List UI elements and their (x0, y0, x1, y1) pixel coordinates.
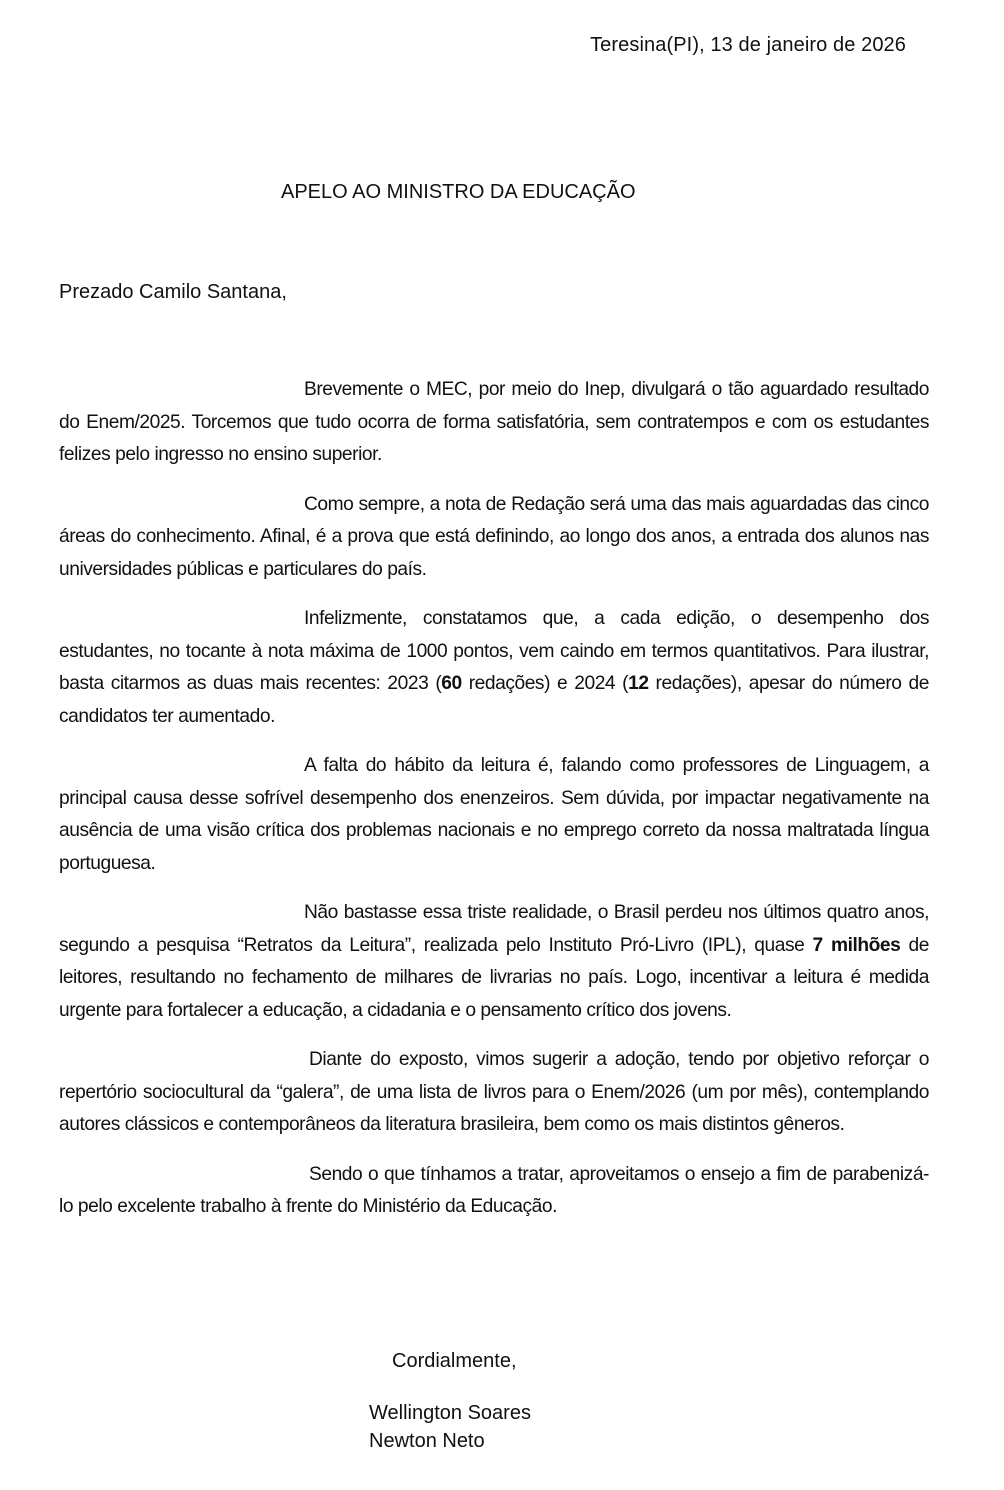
paragraph-2: Como sempre, a nota de Redação será uma das mais aguardadas das cinco áreas do conhecimento. Afinal, é a prova que está definindo, ao longo dos anos, a entrada dos alunos nas universidades públicas e particulares do país. (59, 493, 929, 580)
place-date: Teresina(PI), 13 de janeiro de 2026 (590, 34, 906, 56)
signatures (369, 1399, 531, 1455)
bold-count-2023: 60 (441, 673, 462, 694)
signatory-1: Wellington Soares (369, 1402, 531, 1424)
paragraph-6: Diante do exposto, vimos sugerir a adoção, tendo por objetivo reforçar o repertório sociocultural da “galera”, de uma lista de livros para o Enem/2026 (um por mês), contemplando autores clássicos e contemporâneos da literatura brasileira, bem como os mais distintos gêneros. (59, 1049, 929, 1135)
paragraph-1: Brevemente o MEC, por meio do Inep, divulgará o tão aguardado resultado do Enem/2025. Torcemos que tudo ocorra de forma satisfatória, sem contratempos e com os estudantes felizes pelo ingresso no ensino superior. (59, 379, 929, 465)
bold-count-2024: 12 (628, 673, 649, 694)
closing: Cordialmente, (392, 1350, 517, 1372)
bold-readers-lost: 7 milhões (812, 934, 901, 956)
letter-body (59, 374, 929, 1241)
paragraph-5-text-b: de leitores, resultando no fechamento de milhares de livrarias no país. Logo, incentivar a leitura é medida urgente para fortalecer a educação, a cidadania e o pensamento crítico dos jovens. (59, 934, 929, 1021)
paragraph-3-text-c: redações), apesar do número de candidatos ter aumentado. (59, 673, 929, 727)
salutation: Prezado Camilo Santana, (59, 281, 287, 303)
paragraph-5 (59, 897, 929, 1027)
paragraph-5-text-a: Não bastasse essa triste realidade, o Brasil perdeu nos últimos quatro anos, segundo a pesquisa “Retratos da Leitura”, realizada pelo Instituto Pró-Livro (IPL), quase (59, 902, 929, 956)
paragraph-3-text-a: Infelizmente, constatamos que, a cada edição, o desempenho dos estudantes, no tocante à nota máxima de 1000 pontos, vem caindo em termos quantitativos. Para ilustrar, basta citarmos as duas mais recentes: 2023 ( (59, 608, 929, 694)
letter-title: APELO AO MINISTRO DA EDUCAÇÃO (281, 181, 636, 203)
paragraph-3 (59, 603, 929, 733)
paragraph-3-text-b: redações) e 2024 ( (461, 673, 629, 694)
paragraph-4: A falta do hábito da leitura é, falando como professores de Linguagem, a principal causa desse sofrível desempenho dos enenzeiros. Sem dúvida, por impactar negativamente na ausência de uma visão crítica dos problemas nacionais e no emprego correto da nossa maltratada língua portuguesa. (59, 755, 929, 874)
signatory-2: Newton Neto (369, 1430, 485, 1452)
paragraph-7: Sendo o que tínhamos a tratar, aproveitamos o ensejo a fim de parabenizá-lo pelo excelente trabalho à frente do Ministério da Educação. (59, 1163, 929, 1217)
